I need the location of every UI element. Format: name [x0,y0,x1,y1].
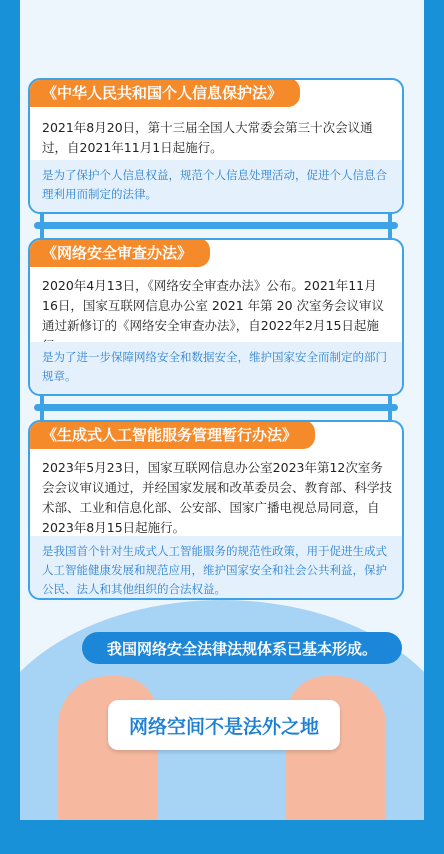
slogan-sign: 网络空间不是法外之地 [108,700,340,750]
law-title: 《中华人民共和国个人信息保护法》 [28,78,300,107]
card-connector [28,394,404,420]
law-card-security-review [28,238,404,396]
law-note: 是为了保护个人信息权益，规范个人信息处理活动，促进个人信息合理利用而制定的法律。 [30,160,402,212]
summary-banner: 我国网络安全法律法规体系已基本形成。 [82,632,402,664]
law-title: 《网络安全审查办法》 [28,238,210,267]
law-card-genai [28,420,404,600]
law-card-pipl [28,78,404,214]
law-text: 2021年8月20日，第十三届全国人大常委会第三十次会议通过，自2021年11月1日起施行。 [42,120,373,155]
law-text: 2023年5月23日，国家互联网信息办公室2023年第12次室务会会议审议通过，并经国家发展和改革委员会、教育部、科学技术部、工业和信息化部、公安部、国家广播电视总局同意，自2023年8月15日起施行。 [42,460,393,535]
card-connector [28,212,404,238]
law-text: 2020年4月13日，《网络安全审查办法》公布。2021年11月16日，国家互联网信息办公室 2021 年第 20 次室务会议审议通过新修订的《网络安全审查办法》，自2022年2月15日起施 [42,278,385,333]
law-title: 《生成式人工智能服务管理暂行办法》 [28,420,315,449]
law-note: 是为了进一步保障网络安全和数据安全，维护国家安全而制定的部门规章。 [30,342,402,394]
law-note: 是我国首个针对生成式人工智能服务的规范性政策，用于促进生成式人工智能健康发展和规范应用，维护国家安全和社会公共利益，保护公民、法人和其他组织的合法权益。 [30,536,402,598]
